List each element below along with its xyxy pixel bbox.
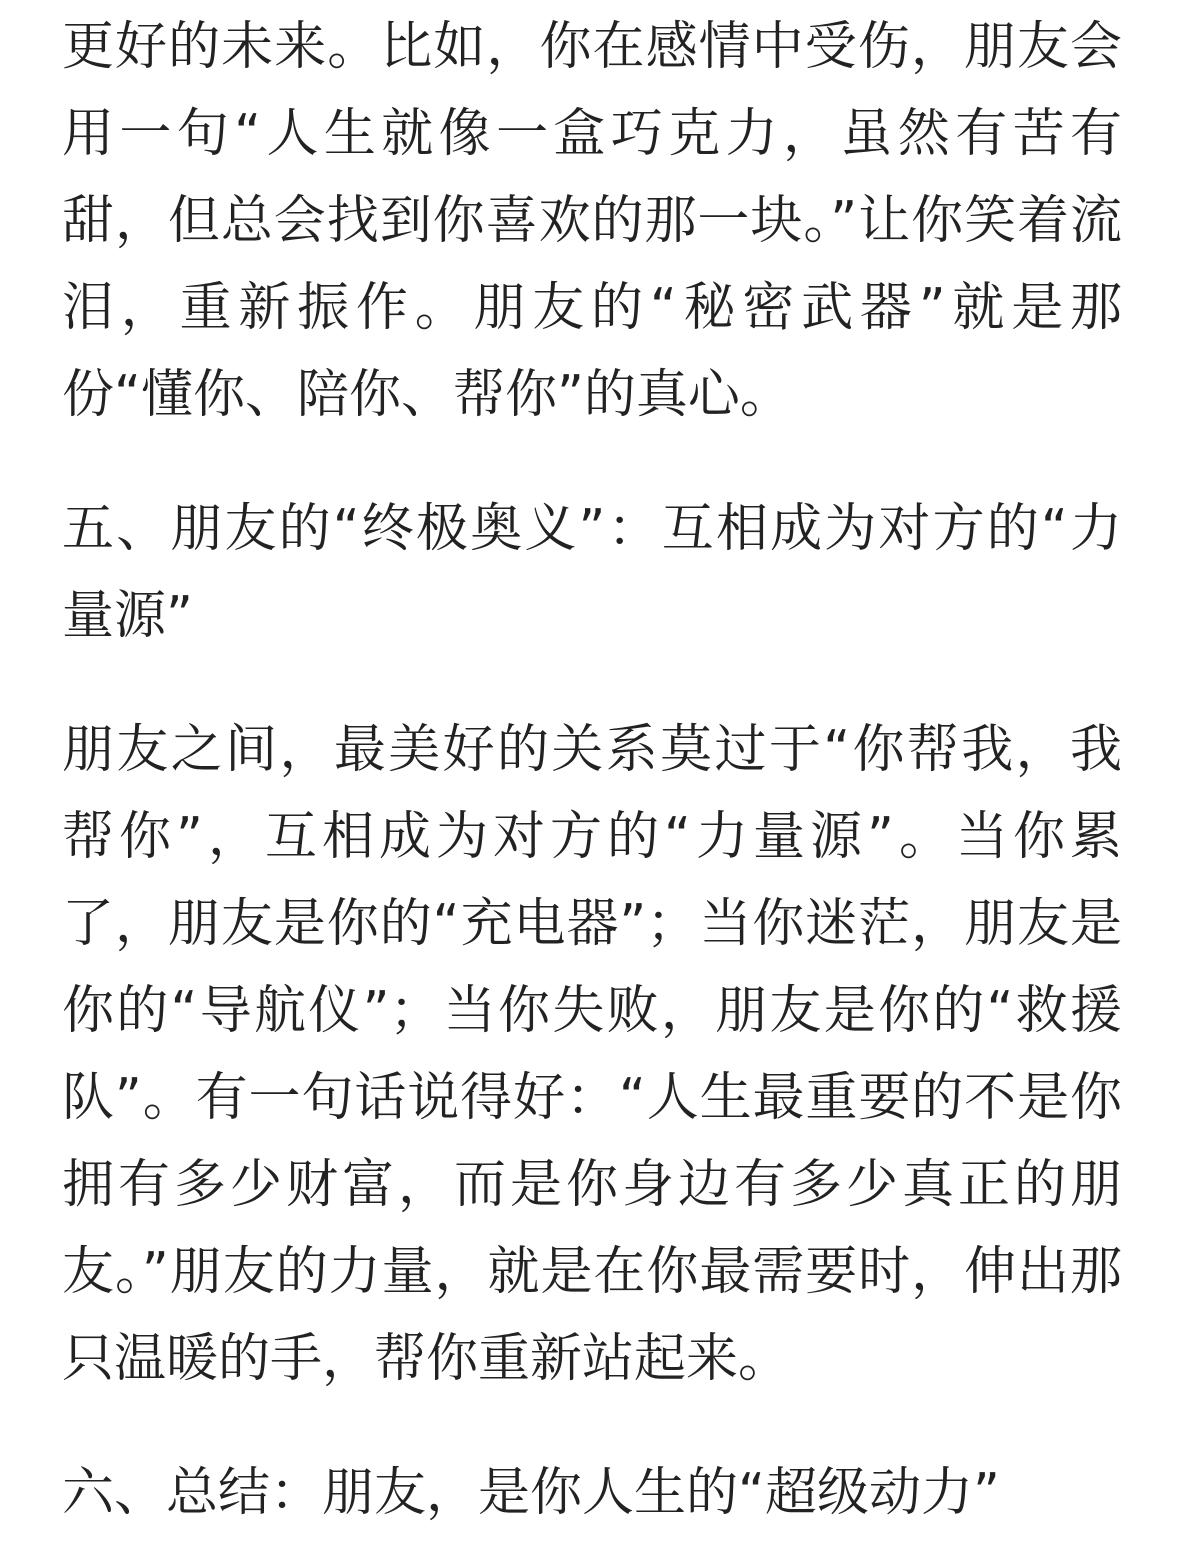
section-heading-5: 五、朋友的“终极奥义”：互相成为对方的“力量源” [62,499,1122,646]
article-body [62,4,1122,1537]
paragraph-power-source: 朋友之间，最美好的关系莫过于“你帮我，我帮你”，互相成为对方的“力量源”。当你累了，朋友是你的“充电器”；当你迷茫，朋友是你的“导航仪”；当你失败，朋友是你的“救援队”。有一句话说得好：“人生最重要的不是你拥有多少财富，而是你身边有多少真正的朋友。”朋友的力量，就是在你最需要时，伸出那只温暖的手，帮你重新站起来。 [62,720,1122,1389]
paragraph-comfort: 更好的未来。比如，你在感情中受伤，朋友会用一句“人生就像一盒巧克力，虽然有苦有甜，但总会找到你喜欢的那一块。”让你笑着流泪，重新振作。朋友的“秘密武器”就是那份“懂你、陪你、帮你”的真心。 [62,17,1122,425]
section-heading-6: 六、总结：朋友，是你人生的“超级动力” [62,1463,1000,1523]
